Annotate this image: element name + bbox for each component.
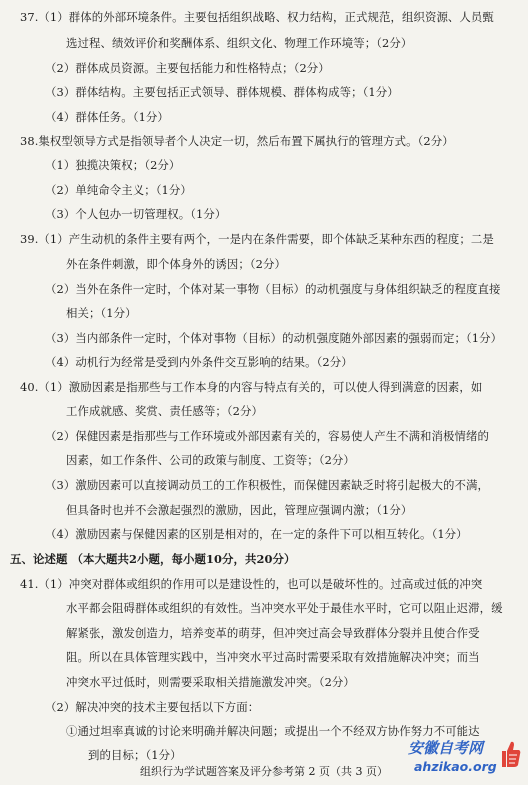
- text-line: （4）群体任务。（1分）: [45, 110, 169, 124]
- text-line: 相关；（1分）: [66, 306, 137, 320]
- text-line: 工作成就感、奖赏、责任感等；（2分）: [66, 404, 263, 418]
- text-line: （2）解决冲突的技术主要包括以下方面：: [45, 700, 260, 714]
- text-line: 阻。所以在具体管理实践中，当冲突水平过高时需要采取有效措施解决冲突；而当: [66, 650, 480, 664]
- text-line: 解紧张，激发创造力，培养变革的萌芽，但冲突过高会导致群体分裂并且使合作受: [66, 626, 480, 640]
- text-line: 39.（1）产生动机的条件主要有两个，一是内在条件需要，即个体缺乏某种东西的程度；二是: [20, 232, 494, 246]
- thumbs-up-icon: [496, 737, 522, 771]
- text-line: （4）动机行为经常是受到内外条件交互影响的结果。（2分）: [45, 355, 353, 369]
- text-line: 41.（1）冲突对群体或组织的作用可以是建设性的，也可以是破坏性的。过高或过低的冲突: [20, 577, 483, 591]
- text-line: 外在条件刺激，即个体身外的诱因；（2分）: [66, 257, 286, 271]
- watermark-title: 安徽自考网: [408, 739, 484, 757]
- text-line: 37.（1）群体的外部环境条件。主要包括组织战略、权力结构，正式规范，组织资源、人员甄: [20, 10, 494, 24]
- text-line: （3）激励因素可以直接调动员工的工作积极性，而保健因素缺乏时将引起极大的不满，: [45, 478, 489, 492]
- text-line: 38.集权型领导方式是指领导者个人决定一切，然后布置下属执行的管理方式。（2分）: [20, 134, 454, 148]
- page-footer: 组织行为学试题答案及评分参考第 2 页（共 3 页）: [140, 765, 388, 778]
- text-line: 但具备时也并不会激起强烈的激励，因此，管理应强调内激；（1分）: [66, 503, 413, 517]
- text-line: （4）激励因素与保健因素的区别是相对的，在一定的条件下可以相互转化。（1分）: [45, 527, 468, 541]
- text-line: 40.（1）激励因素是指那些与工作本身的内容与特点有关的，可以使人得到满意的因素，如: [20, 380, 483, 394]
- watermark-url: ahzikao.org: [414, 759, 497, 774]
- text-line: （2）当外在条件一定时，个体对某一事物（目标）的动机强度与身体组织缺乏的程度直接: [45, 282, 501, 296]
- text-line: 水平都会阻碍群体或组织的有效性。当冲突水平处于最佳水平时，它可以阻止迟滞，缓: [66, 601, 503, 615]
- text-line: （1）独揽决策权；（2分）: [45, 158, 181, 172]
- text-line: （2）群体成员资源。主要包括能力和性格特点；（2分）: [45, 61, 330, 75]
- text-line: （3）群体结构。主要包括正式领导、群体规模、群体构成等；（1分）: [45, 85, 399, 99]
- text-line: 到的目标；（1分）: [88, 748, 182, 762]
- text-line: 选过程、绩效评价和奖酬体系、组织文化、物理工作环境等；（2分）: [66, 36, 413, 50]
- site-watermark: [408, 737, 526, 781]
- text-line: ①通过坦率真诚的讨论来明确并解决问题；或提出一个不经双方协作努力不可能达: [66, 724, 480, 738]
- text-line: 冲突水平过低时，则需要采取相关措施激发冲突。（2分）: [66, 675, 355, 689]
- text-line: （3）个人包办一切管理权。（1分）: [45, 207, 227, 221]
- text-line: 因素，如工作条件、公司的政策与制度、工资等；（2分）: [66, 453, 355, 467]
- text-line: （2）单纯命令主义；（1分）: [45, 183, 192, 197]
- section-heading: 五、论述题 （本大题共2小题，每小题10分，共20分）: [10, 552, 296, 566]
- text-line: （2）保健因素是指那些与工作环境或外部因素有关的，容易使人产生不满和消极情绪的: [45, 429, 489, 443]
- text-line: （3）当内部条件一定时，个体对事物（目标）的动机强度随外部因素的强弱而定；（1分）: [45, 331, 503, 345]
